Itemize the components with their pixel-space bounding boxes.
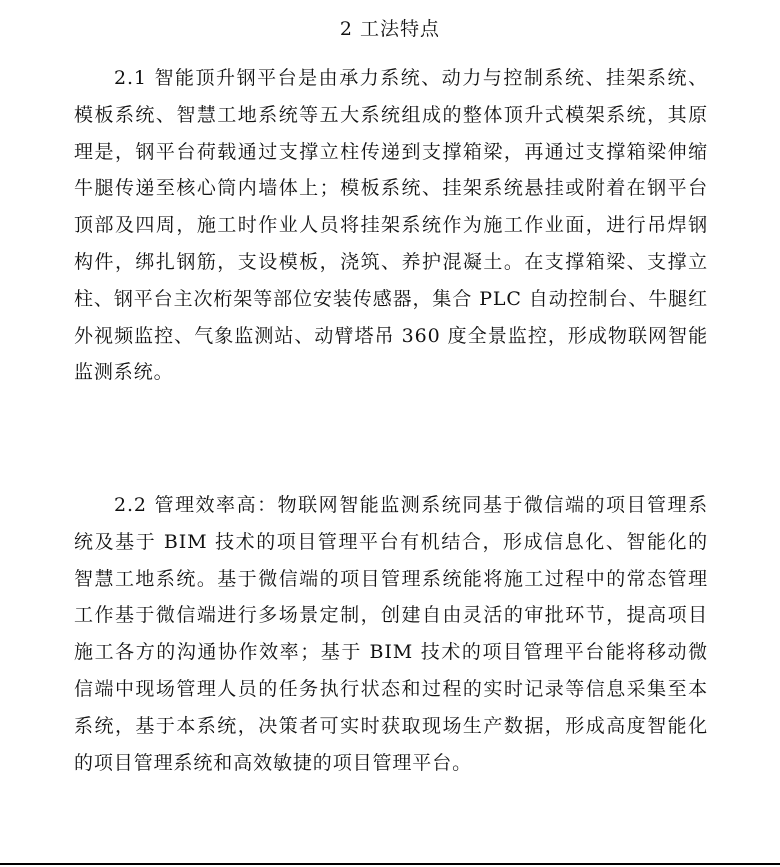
paragraph-2-1: 2.1 智能顶升钢平台是由承力系统、动力与控制系统、挂架系统、模板系统、智慧工地系统等五大系统组成的整体顶升式模架系统，其原理是，钢平台荷载通过支撑立柱传递到支撑箱梁，再通过支撑箱梁伸缩牛腿传递至核心筒内墙体上；模板系统、挂架系统悬挂或附着在钢平台顶部及四周，施工时作业人员将挂架系统作为施工作业面，进行吊焊钢构件，绑扎钢筋，支设模板，浇筑、养护混凝土。在支撑箱梁、支撑立柱、钢平台主次桁架等部位安装传感器，集合 PLC 自动控制台、牛腿红外视频监控、气象监测站、动臂塔吊 360 度全景监控，形成物联网智能监测系统。	[74, 67, 708, 384]
page-bottom-rule	[0, 863, 780, 865]
section-heading: 2 工法特点	[339, 18, 441, 40]
paragraph-2-2: 2.2 管理效率高：物联网智能监测系统同基于微信端的项目管理系统及基于 BIM 技术的项目管理平台有机结合，形成信息化、智能化的智慧工地系统。基于微信端的项目管理系统能将施工过程中的常态管理工作基于微信端进行多场景定制，创建自由灵活的审批环节，提高项目施工各方的沟通协作效率；基于 BIM 技术的项目管理平台能将移动微信端中现场管理人员的任务执行状态和过程的实时记录等信息采集至本系统，基于本系统，决策者可实时获取现场生产数据，形成高度智能化的项目管理系统和高效敏捷的项目管理平台。	[74, 494, 708, 774]
